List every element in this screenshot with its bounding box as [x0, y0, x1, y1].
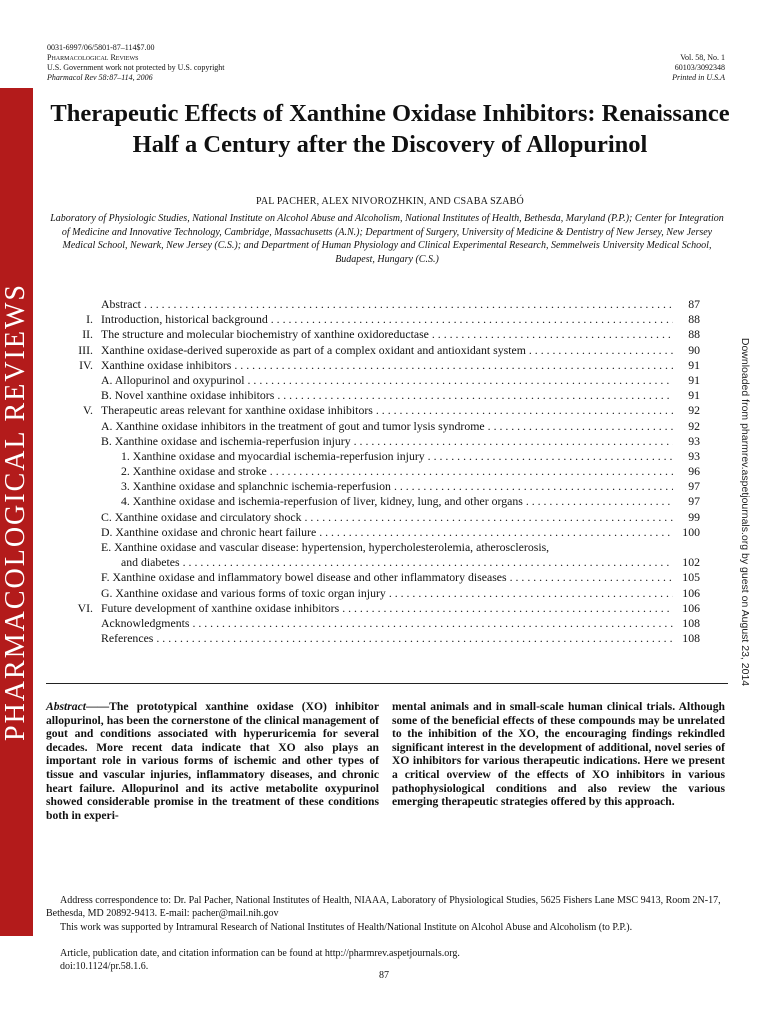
toc-leader-dots	[144, 297, 673, 312]
toc-entry-label: The structure and molecular biochemistry of xanthine oxidoreductase	[101, 327, 429, 342]
toc-entry-page: 88	[688, 327, 700, 342]
toc-leader-dots	[234, 358, 673, 373]
header-citation: Pharmacol Rev 58:87–114, 2006	[47, 73, 153, 82]
toc-entry	[66, 343, 700, 358]
toc-entry	[66, 464, 700, 479]
toc-entry	[66, 586, 700, 601]
toc-entry-page: 99	[688, 509, 700, 524]
toc-entry-page: 93	[688, 448, 700, 463]
toc-leader-dots	[183, 555, 673, 570]
toc-entry	[66, 601, 700, 616]
toc-entry	[66, 631, 700, 646]
toc-entry	[66, 297, 700, 312]
toc-entry-page: 106	[682, 585, 700, 600]
toc-entry-label: 3. Xanthine oxidase and splanchnic ischemia-reperfusion	[121, 479, 391, 494]
funding-footnote: This work was supported by Intramural Research of National Institutes of Health/National Institute on Alcohol Abuse and Alcoholism (to P.P.).	[60, 922, 633, 933]
toc-leader-dots	[342, 601, 673, 616]
toc-entry-page: 88	[688, 312, 700, 327]
toc-entry-number: III.	[78, 342, 93, 357]
toc-entry-label: References	[101, 631, 154, 646]
toc-entry-page: 87	[688, 297, 700, 311]
toc-entry-page: 93	[688, 433, 700, 448]
header-left	[47, 43, 225, 83]
correspondence-footnote: Address correspondence to: Dr. Pal Pacher, National Institutes of Health, NIAAA, Laboratory of Physiological Studies, 5625 Fishers Lane MSC 9413, Room 2N-17, Bethesda, MD 20892-9413. E-mail: pacher@mail.nih.gov	[46, 895, 721, 919]
table-of-contents	[66, 297, 700, 646]
toc-entry-label: Introduction, historical background	[101, 312, 268, 327]
toc-entry-page: 92	[688, 403, 700, 418]
toc-leader-dots	[526, 494, 673, 509]
toc-leader-dots	[376, 403, 673, 418]
header-volume: Vol. 58, No. 1	[680, 53, 725, 62]
toc-entry	[66, 616, 700, 631]
toc-leader-dots	[156, 631, 673, 646]
toc-entry-number: II.	[82, 327, 93, 342]
toc-entry-page: 108	[682, 615, 700, 630]
toc-entry-label: B. Xanthine oxidase and ischemia-reperfusion injury	[101, 433, 351, 448]
journal-sidebar-title: PHARMACOLOGICAL REVIEWS	[0, 283, 31, 741]
toc-entry-number: I.	[86, 312, 93, 327]
toc-leader-dots	[305, 510, 674, 525]
toc-entry	[66, 312, 700, 327]
toc-entry	[66, 388, 700, 403]
toc-entry	[66, 358, 700, 373]
toc-leader-dots	[248, 373, 673, 388]
toc-leader-dots	[354, 434, 673, 449]
toc-entry-page: 105	[682, 570, 700, 585]
toc-entry-label: 4. Xanthine oxidase and ischemia-reperfusion of liver, kidney, lung, and other organs	[121, 494, 523, 509]
toc-entry-page: 106	[682, 600, 700, 615]
article-info-text: Article, publication date, and citation information can be found at http://pharmrev.aspetjournals.org.	[60, 948, 460, 959]
toc-entry-label: Future development of xanthine oxidase inhibitors	[101, 600, 340, 615]
article-authors: PAL PACHER, ALEX NIVOROZHKIN, AND CSABA SZABÓ	[256, 196, 524, 207]
download-watermark: Downloaded from pharmrev.aspetjournals.org by guest on August 23, 2014	[739, 337, 751, 687]
doi-text: doi:10.1124/pr.58.1.6.	[60, 960, 149, 972]
toc-entry	[66, 403, 700, 418]
toc-entry	[66, 449, 700, 464]
toc-entry-label: C. Xanthine oxidase and circulatory shock	[101, 509, 302, 524]
toc-leader-dots	[488, 419, 673, 434]
toc-entry-page: 91	[688, 372, 700, 387]
abstract-label: Abstract	[46, 700, 86, 713]
toc-entry	[66, 555, 700, 570]
toc-entry-label: Therapeutic areas relevant for xanthine oxidase inhibitors	[101, 403, 373, 418]
toc-entry-page: 92	[688, 418, 700, 433]
toc-entry-page: 97	[688, 494, 700, 509]
toc-entry-number: V.	[83, 403, 93, 418]
toc-entry	[66, 327, 700, 342]
toc-entry-label: Xanthine oxidase inhibitors	[101, 357, 232, 372]
toc-leader-dots	[529, 343, 673, 358]
toc-entry-page: 108	[682, 631, 700, 646]
toc-entry	[66, 434, 700, 449]
header-issn: 0031-6997/06/5801-87–114$7.00	[47, 43, 155, 52]
toc-entry-page: 100	[682, 524, 700, 539]
toc-entry-page: 96	[688, 464, 700, 479]
toc-entry-label: D. Xanthine oxidase and chronic heart failure	[101, 524, 317, 539]
toc-leader-dots	[428, 449, 673, 464]
toc-entry	[66, 373, 700, 388]
header-right	[672, 53, 725, 83]
toc-entry-label: Xanthine oxidase-derived superoxide as part of a complex oxidant and antioxidant system	[101, 342, 526, 357]
page-number: 87	[379, 970, 389, 981]
toc-entry-label: B. Novel xanthine oxidase inhibitors	[101, 388, 275, 403]
toc-entry	[66, 570, 700, 585]
toc-entry-label: E. Xanthine oxidase and vascular disease: hypertension, hypercholesterolemia, atherosclerosis,	[101, 540, 550, 554]
toc-entry-label: Acknowledgments	[101, 615, 190, 630]
toc-entry-number: IV.	[79, 357, 93, 372]
toc-leader-dots	[271, 312, 673, 327]
header-copyright: U.S. Government work not protected by U.S. copyright	[47, 63, 225, 72]
toc-entry-page: 91	[688, 388, 700, 403]
toc-entry-label: F. Xanthine oxidase and inflammatory bowel disease and other inflammatory diseases	[101, 570, 507, 585]
header-printed: Printed in U.S.A	[672, 73, 725, 82]
toc-entry-label: G. Xanthine oxidase and various forms of toxic organ injury	[101, 585, 386, 600]
toc-entry-page: 97	[688, 479, 700, 494]
toc-leader-dots	[192, 616, 673, 631]
article-title: Therapeutic Effects of Xanthine Oxidase Inhibitors: Renaissance Half a Century after the Discovery of Allopurinol	[50, 100, 730, 158]
toc-leader-dots	[394, 479, 673, 494]
toc-entry	[66, 494, 700, 509]
toc-entry	[66, 525, 700, 540]
abstract-column-right: mental animals and in small-scale human clinical trials. Although some of the beneficial effects of these compounds may be unrelated to the inhibition of the XO, the encouraging findings rekindled significant interest in the development of additional, novel series of XO inhibitors for various therapeutic indications. Here we present a critical overview of the effects of XO inhibitors in various pathophysiological conditions and also review the various emerging therapeutic strategies offered by this approach.	[392, 700, 725, 809]
toc-leader-dots	[389, 586, 673, 601]
toc-leader-dots	[277, 388, 673, 403]
toc-entry-label: 2. Xanthine oxidase and stroke	[121, 464, 267, 479]
toc-entry-page: 90	[688, 342, 700, 357]
abstract-text-left: ——The prototypical xanthine oxidase (XO) inhibitor allopurinol, has been the cornerstone of the clinical management of gout and conditions associated with hyperuricemia for several decades. More recent data indicate that XO also plays an important role in various forms of ischemic and other types of tissue and vascular injuries, inflammatory diseases, and chronic heart failure. Allopurinol and its active metabolite oxypurinol showed considerable promise in the treatment of these conditions both in experi-	[46, 700, 379, 822]
toc-entry	[66, 510, 700, 525]
toc-entry-label: Abstract	[101, 297, 141, 311]
toc-entry-label: A. Xanthine oxidase inhibitors in the treatment of gout and tumor lysis syndrome	[101, 418, 485, 433]
section-divider	[46, 683, 728, 684]
toc-entry	[66, 419, 700, 434]
toc-leader-dots	[432, 327, 673, 342]
toc-entry-number: VI.	[77, 600, 93, 615]
toc-entry-page: 91	[688, 357, 700, 372]
toc-entry	[66, 479, 700, 494]
toc-entry-page: 102	[682, 555, 700, 570]
toc-entry-label: A. Allopurinol and oxypurinol	[101, 372, 245, 387]
header-journal: Pharmacological Reviews	[47, 53, 139, 62]
toc-entry-label: and diabetes	[121, 555, 180, 570]
toc-leader-dots	[270, 464, 673, 479]
toc-leader-dots	[319, 525, 673, 540]
header-article-id: 60103/3092348	[674, 63, 725, 72]
toc-leader-dots	[510, 570, 673, 585]
toc-entry-label: 1. Xanthine oxidase and myocardial ischemia-reperfusion injury	[121, 448, 425, 463]
author-affiliations: Laboratory of Physiologic Studies, National Institute on Alcohol Abuse and Alcoholism, National Institutes of Health, Bethesda, Maryland (P.P.); Center for Integration of Medicine and Innovative Technology, Cambridge, Massachusetts (A.N.); Department of Surgery, University of Medicine & Dentistry of New Jersey, New Jersey Medical School, Newark, New Jersey (C.S.); and Department of Human Physiology and Clinical Experimental Research, Semmelweis University Medical School, Budapest, Hungary (C.S.)	[50, 213, 724, 265]
abstract-column-left	[46, 700, 379, 822]
toc-entry	[66, 540, 700, 555]
